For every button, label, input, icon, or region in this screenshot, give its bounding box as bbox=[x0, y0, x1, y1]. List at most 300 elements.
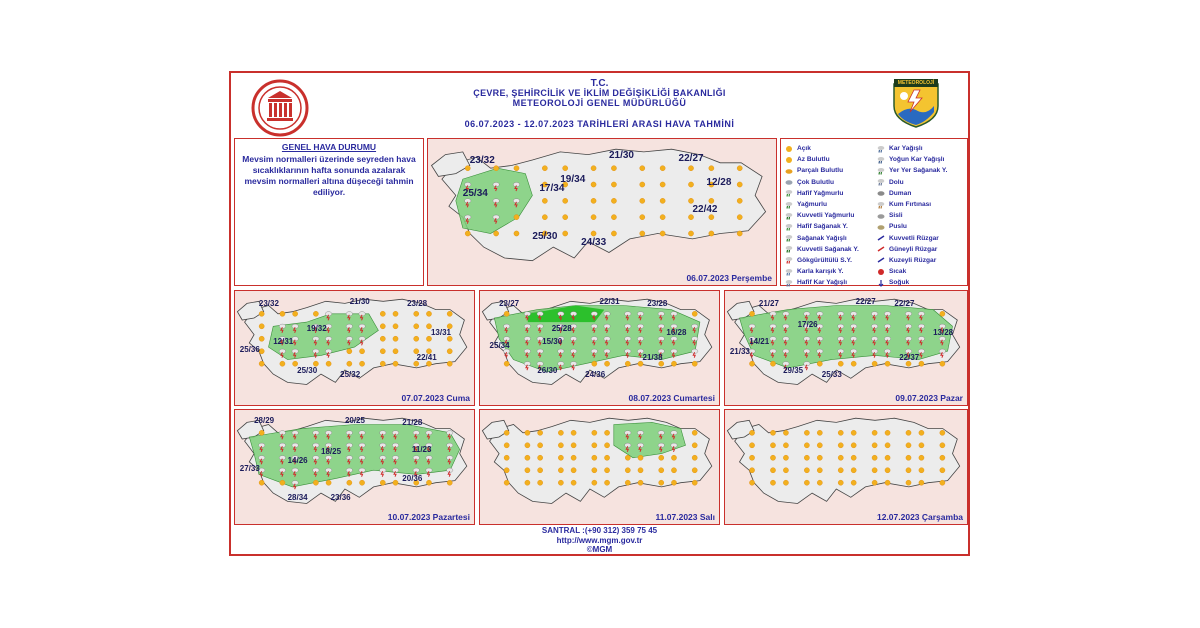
sun-icon bbox=[604, 455, 609, 460]
sun-icon bbox=[380, 361, 385, 366]
legend-item bbox=[877, 210, 969, 221]
legend-label: Soğuk bbox=[889, 279, 910, 287]
temperature-label: 23/27 bbox=[499, 299, 520, 309]
legend-item bbox=[785, 221, 877, 232]
sun-icon bbox=[692, 311, 697, 316]
temperature-label: 22/27 bbox=[855, 297, 876, 307]
sun-icon bbox=[525, 468, 530, 473]
turkey-map bbox=[235, 410, 474, 524]
sun-icon bbox=[414, 324, 419, 329]
sun-icon bbox=[940, 361, 945, 366]
sun-icon bbox=[940, 430, 945, 435]
sun-icon bbox=[838, 443, 843, 448]
legend-item bbox=[877, 143, 969, 154]
sun-icon bbox=[783, 455, 788, 460]
sun-icon bbox=[465, 166, 470, 171]
sun-icon bbox=[359, 480, 364, 485]
day-label: 10.07.2023 Pazartesi bbox=[387, 512, 470, 522]
sun-icon bbox=[259, 336, 264, 341]
sun-icon bbox=[919, 361, 924, 366]
day-label: 11.07.2023 Salı bbox=[655, 512, 715, 522]
temperature-label: 22/27 bbox=[894, 299, 915, 309]
sun-icon bbox=[625, 480, 630, 485]
sun-icon bbox=[940, 480, 945, 485]
sun-icon bbox=[785, 145, 793, 153]
legend-label: Parçalı Bulutlu bbox=[797, 167, 844, 175]
day-label: 09.07.2023 Pazar bbox=[895, 393, 963, 403]
temperature-label: 20/25 bbox=[344, 416, 365, 426]
temperature-label: 23/28 bbox=[647, 299, 668, 309]
sun-icon bbox=[770, 455, 775, 460]
header bbox=[231, 73, 968, 137]
sun-icon bbox=[604, 430, 609, 435]
sun-icon bbox=[494, 231, 499, 236]
sun-icon bbox=[906, 455, 911, 460]
temperature-label: 24/33 bbox=[581, 236, 607, 248]
sun-icon bbox=[604, 468, 609, 473]
sun-icon bbox=[313, 480, 318, 485]
sun-icon bbox=[817, 468, 822, 473]
legend-item bbox=[877, 154, 969, 165]
light-rain-icon bbox=[785, 189, 793, 197]
sun-icon bbox=[571, 430, 576, 435]
fog-icon bbox=[877, 212, 885, 220]
sun-icon bbox=[919, 468, 924, 473]
sun-icon bbox=[749, 455, 754, 460]
sun-icon bbox=[447, 349, 452, 354]
sun-icon bbox=[592, 430, 597, 435]
sun-icon bbox=[326, 480, 331, 485]
sun-icon bbox=[592, 468, 597, 473]
sun-icon bbox=[906, 480, 911, 485]
temperature-label: 15/30 bbox=[542, 336, 563, 346]
sun-icon bbox=[538, 480, 543, 485]
legend-item bbox=[877, 233, 969, 244]
sun-icon bbox=[692, 361, 697, 366]
sun-icon bbox=[592, 443, 597, 448]
sun-icon bbox=[851, 480, 856, 485]
thunder-icon bbox=[785, 256, 793, 264]
summary-body: Mevsim normalleri üzerinde seyreden hava sıcaklıklarının hafta sonunda azalarak mevsim normalleri altına düşeceği tahmin ediliyor. bbox=[242, 154, 416, 197]
sun-icon bbox=[783, 468, 788, 473]
sun-icon bbox=[817, 455, 822, 460]
temperature-label: 25/33 bbox=[821, 370, 842, 380]
sun-icon bbox=[940, 468, 945, 473]
legend-label: Duman bbox=[889, 189, 912, 197]
legend-item bbox=[877, 188, 969, 199]
sun-icon bbox=[737, 231, 742, 236]
sun-icon bbox=[660, 231, 665, 236]
sun-icon bbox=[313, 311, 318, 316]
legend-label: Hafif Sağanak Y. bbox=[797, 223, 848, 231]
sun-icon bbox=[885, 480, 890, 485]
sun-icon bbox=[671, 480, 676, 485]
sun-icon bbox=[783, 443, 788, 448]
sun-icon bbox=[625, 455, 630, 460]
sun-icon bbox=[851, 430, 856, 435]
temperature-label: 25/34 bbox=[462, 187, 488, 199]
sun-icon bbox=[804, 480, 809, 485]
legend-label: Az Bulutlu bbox=[797, 156, 830, 164]
legend-item bbox=[785, 188, 877, 199]
south-wind-icon bbox=[877, 245, 885, 253]
day-label: 07.07.2023 Cuma bbox=[401, 393, 470, 403]
sun-icon bbox=[293, 311, 298, 316]
temperature-label: 21/33 bbox=[729, 347, 750, 357]
sun-icon bbox=[783, 480, 788, 485]
sun-icon bbox=[804, 468, 809, 473]
sun-icon bbox=[817, 480, 822, 485]
sun-icon bbox=[280, 480, 285, 485]
sun-icon bbox=[638, 468, 643, 473]
temperature-label: 12/31 bbox=[273, 336, 294, 346]
sun-icon bbox=[611, 231, 616, 236]
sun-icon bbox=[604, 480, 609, 485]
legend-label: Güneyli Rüzgar bbox=[889, 245, 938, 253]
legend-label: Hafif Yağmurlu bbox=[797, 189, 844, 197]
sun-icon bbox=[749, 311, 754, 316]
sun-icon bbox=[660, 215, 665, 220]
sun-icon bbox=[591, 231, 596, 236]
temperature-label: 22/42 bbox=[692, 204, 718, 216]
sun-icon bbox=[872, 480, 877, 485]
legend-item bbox=[785, 165, 877, 176]
sun-icon bbox=[749, 430, 754, 435]
map-day-7 bbox=[724, 409, 968, 525]
legend-label: Açık bbox=[797, 145, 811, 153]
sun-icon bbox=[571, 480, 576, 485]
sun-icon bbox=[625, 468, 630, 473]
temperature-label: 22/31 bbox=[599, 297, 620, 307]
sun-icon bbox=[817, 361, 822, 366]
light-shower-icon bbox=[785, 223, 793, 231]
temperature-label: 27/33 bbox=[239, 464, 260, 474]
legend-label: Sıcak bbox=[889, 268, 907, 276]
footer-url[interactable]: http://www.mgm.gov.tr bbox=[556, 535, 643, 545]
temperature-label: 25/34 bbox=[489, 340, 510, 350]
cold-icon bbox=[877, 279, 885, 287]
temperature-label: 22/27 bbox=[678, 152, 704, 164]
temperature-label: 24/36 bbox=[585, 370, 606, 380]
sun-icon bbox=[393, 324, 398, 329]
sun-icon bbox=[872, 361, 877, 366]
hail-icon bbox=[877, 178, 885, 186]
sun-icon bbox=[885, 430, 890, 435]
sun-icon bbox=[851, 468, 856, 473]
sun-icon bbox=[749, 361, 754, 366]
sun-icon bbox=[447, 361, 452, 366]
sun-icon bbox=[872, 430, 877, 435]
sun-icon bbox=[347, 349, 352, 354]
legend-label: Karla karışık Y. bbox=[797, 268, 844, 276]
temperature-label: 21/30 bbox=[349, 297, 370, 307]
north-wind-icon bbox=[877, 256, 885, 264]
sun-icon bbox=[514, 166, 519, 171]
legend-item bbox=[877, 277, 969, 288]
sun-icon bbox=[737, 182, 742, 187]
sun-icon bbox=[447, 311, 452, 316]
sun-icon bbox=[737, 215, 742, 220]
legend-item bbox=[785, 177, 877, 188]
temperature-label: 11/23 bbox=[411, 445, 432, 455]
sun-icon bbox=[885, 468, 890, 473]
haze-icon bbox=[877, 223, 885, 231]
temperature-label: 14/26 bbox=[287, 455, 308, 465]
temperature-label: 12/28 bbox=[706, 177, 732, 189]
summary-panel bbox=[234, 138, 424, 286]
temperature-label: 25/30 bbox=[532, 231, 558, 243]
sun-icon bbox=[638, 455, 643, 460]
sun-icon bbox=[804, 443, 809, 448]
sun-icon bbox=[380, 324, 385, 329]
turkey-map bbox=[480, 410, 719, 524]
legend-item bbox=[785, 233, 877, 244]
legend-item bbox=[785, 255, 877, 266]
legend-item bbox=[785, 210, 877, 221]
legend-left-column bbox=[785, 143, 877, 288]
rain-icon bbox=[785, 201, 793, 209]
sun-icon bbox=[393, 480, 398, 485]
sun-icon bbox=[770, 468, 775, 473]
sun-icon bbox=[592, 361, 597, 366]
footer-copyright: ©MGM bbox=[586, 545, 613, 554]
sandstorm-icon bbox=[877, 201, 885, 209]
map-day-6 bbox=[479, 409, 720, 525]
temperature-label: 23/32 bbox=[469, 155, 495, 167]
sun-icon bbox=[347, 361, 352, 366]
sun-icon bbox=[591, 166, 596, 171]
sun-icon bbox=[851, 455, 856, 460]
sun-icon bbox=[504, 443, 509, 448]
sun-icon bbox=[659, 468, 664, 473]
sun-icon bbox=[692, 480, 697, 485]
sun-icon bbox=[563, 166, 568, 171]
legend-item bbox=[785, 277, 877, 288]
sun-icon bbox=[906, 468, 911, 473]
sun-icon bbox=[783, 430, 788, 435]
sun-icon bbox=[591, 198, 596, 203]
sun-icon bbox=[640, 231, 645, 236]
sun-icon bbox=[885, 361, 890, 366]
sun-icon bbox=[280, 311, 285, 316]
day-label: 08.07.2023 Cumartesi bbox=[628, 393, 715, 403]
sun-icon bbox=[688, 182, 693, 187]
sun-icon bbox=[558, 468, 563, 473]
sun-icon bbox=[591, 215, 596, 220]
sun-icon bbox=[359, 361, 364, 366]
sun-icon bbox=[906, 443, 911, 448]
sun-icon bbox=[571, 468, 576, 473]
temperature-label: 21/27 bbox=[758, 299, 779, 309]
legend-label: Çok Bulutlu bbox=[797, 178, 834, 186]
partly-cloudy-icon bbox=[785, 167, 793, 175]
sun-icon bbox=[940, 455, 945, 460]
ministry-title: ÇEVRE, ŞEHİRCİLİK VE İKLİM DEĞİŞİKLİĞİ BAKANLIĞI bbox=[473, 88, 726, 98]
sun-icon bbox=[393, 311, 398, 316]
sun-icon bbox=[640, 215, 645, 220]
sun-icon bbox=[872, 455, 877, 460]
temperature-label: 23/28 bbox=[407, 299, 428, 309]
sun-icon bbox=[542, 198, 547, 203]
temperature-label: 13/28 bbox=[933, 328, 954, 338]
footer bbox=[231, 526, 968, 555]
sun-cloud-icon bbox=[785, 156, 793, 164]
sun-icon bbox=[604, 361, 609, 366]
logo-text: METEOROLOJİ bbox=[897, 80, 935, 86]
legend-item bbox=[877, 255, 969, 266]
sun-icon bbox=[804, 430, 809, 435]
sun-icon bbox=[380, 349, 385, 354]
legend-label: Sisli bbox=[889, 212, 903, 220]
sun-icon bbox=[259, 430, 264, 435]
sun-icon bbox=[563, 215, 568, 220]
legend-item bbox=[877, 165, 969, 176]
sun-icon bbox=[660, 182, 665, 187]
agency-title: METEOROLOJİ GENEL MÜDÜRLÜĞÜ bbox=[512, 98, 687, 108]
temperature-label: 20/36 bbox=[402, 474, 423, 484]
temperature-label: 23/32 bbox=[258, 299, 279, 309]
day-label: 06.07.2023 Perşembe bbox=[686, 273, 772, 283]
legend-label: Kuzeyli Rüzgar bbox=[889, 256, 937, 264]
country-title: T.C. bbox=[590, 78, 609, 89]
sun-icon bbox=[538, 455, 543, 460]
temperature-label: 23/36 bbox=[330, 493, 351, 503]
legend-label: Gökgürültülü S.Y. bbox=[797, 256, 852, 264]
sun-icon bbox=[919, 430, 924, 435]
temperature-label: 21/30 bbox=[608, 149, 634, 161]
sun-icon bbox=[414, 336, 419, 341]
temperature-label: 25/28 bbox=[551, 324, 572, 334]
legend-panel bbox=[780, 138, 968, 286]
sun-icon bbox=[737, 166, 742, 171]
forecast-sheet bbox=[229, 71, 970, 556]
legend-item bbox=[785, 266, 877, 277]
sun-icon bbox=[688, 166, 693, 171]
map-day-2 bbox=[234, 290, 475, 406]
sun-icon bbox=[504, 311, 509, 316]
legend-label: Dolu bbox=[889, 178, 904, 186]
sun-icon bbox=[659, 480, 664, 485]
temperature-label: 25/36 bbox=[239, 345, 260, 355]
sun-icon bbox=[563, 198, 568, 203]
sun-icon bbox=[659, 455, 664, 460]
sun-icon bbox=[514, 231, 519, 236]
temperature-label: 19/32 bbox=[306, 324, 327, 334]
sun-icon bbox=[326, 361, 331, 366]
sun-icon bbox=[280, 361, 285, 366]
sun-icon bbox=[259, 480, 264, 485]
sun-icon bbox=[558, 443, 563, 448]
legend-label: Yer Yer Sağanak Y. bbox=[889, 167, 948, 175]
legend-item bbox=[785, 244, 877, 255]
sun-icon bbox=[426, 311, 431, 316]
legend-item bbox=[877, 266, 969, 277]
sun-icon bbox=[640, 182, 645, 187]
meteoroloji-logo-icon bbox=[892, 76, 940, 128]
sun-icon bbox=[538, 468, 543, 473]
sun-icon bbox=[558, 430, 563, 435]
sun-icon bbox=[804, 455, 809, 460]
sun-icon bbox=[604, 443, 609, 448]
snow-icon bbox=[877, 145, 885, 153]
sun-icon bbox=[885, 455, 890, 460]
sun-icon bbox=[671, 361, 676, 366]
legend-item bbox=[785, 199, 877, 210]
legend-item bbox=[877, 199, 969, 210]
sun-icon bbox=[426, 480, 431, 485]
legend-label: Yağmurlu bbox=[797, 201, 828, 209]
legend-item bbox=[785, 154, 877, 165]
sun-icon bbox=[838, 455, 843, 460]
sun-icon bbox=[414, 311, 419, 316]
sun-icon bbox=[347, 480, 352, 485]
sun-icon bbox=[737, 198, 742, 203]
sun-icon bbox=[359, 349, 364, 354]
legend-label: Kuvvetli Yağmurlu bbox=[797, 212, 855, 220]
sun-icon bbox=[638, 480, 643, 485]
sun-icon bbox=[538, 430, 543, 435]
temperature-label: 16/28 bbox=[666, 328, 687, 338]
smoke-icon bbox=[877, 189, 885, 197]
sun-icon bbox=[770, 361, 775, 366]
legend-label: Kuvvetli Rüzgar bbox=[889, 234, 939, 242]
temperature-label: 25/30 bbox=[297, 365, 318, 375]
sun-icon bbox=[447, 480, 452, 485]
sun-icon bbox=[692, 455, 697, 460]
sun-icon bbox=[571, 455, 576, 460]
sun-icon bbox=[571, 443, 576, 448]
day-label: 12.07.2023 Çarşamba bbox=[876, 512, 963, 522]
temperature-label: 17/26 bbox=[797, 320, 818, 330]
sun-icon bbox=[770, 480, 775, 485]
map-day-4 bbox=[724, 290, 968, 406]
sun-icon bbox=[692, 430, 697, 435]
legend-item bbox=[877, 177, 969, 188]
sun-icon bbox=[525, 455, 530, 460]
light-snow-icon bbox=[785, 279, 793, 287]
sun-icon bbox=[872, 443, 877, 448]
sun-icon bbox=[558, 480, 563, 485]
sun-icon bbox=[906, 430, 911, 435]
sun-icon bbox=[692, 443, 697, 448]
legend-item bbox=[785, 143, 877, 154]
legend-label: Sağanak Yağışlı bbox=[797, 234, 847, 242]
sun-icon bbox=[640, 166, 645, 171]
sun-icon bbox=[770, 443, 775, 448]
sun-icon bbox=[538, 443, 543, 448]
sun-icon bbox=[749, 480, 754, 485]
sun-icon bbox=[592, 455, 597, 460]
temperature-label: 13/31 bbox=[430, 328, 451, 338]
sun-icon bbox=[851, 443, 856, 448]
sun-icon bbox=[504, 361, 509, 366]
sun-icon bbox=[504, 480, 509, 485]
sun-icon bbox=[940, 443, 945, 448]
sun-icon bbox=[563, 231, 568, 236]
sun-icon bbox=[709, 198, 714, 203]
legend-right-column bbox=[877, 143, 969, 288]
sun-icon bbox=[592, 480, 597, 485]
scattered-shower-icon bbox=[877, 167, 885, 175]
sleet-icon bbox=[785, 268, 793, 276]
sun-icon bbox=[494, 166, 499, 171]
sun-icon bbox=[611, 198, 616, 203]
temperature-label: 26/30 bbox=[537, 365, 558, 375]
sun-icon bbox=[885, 443, 890, 448]
heavy-snow-icon bbox=[877, 156, 885, 164]
turkey-map bbox=[725, 410, 967, 524]
map-day-5 bbox=[234, 409, 475, 525]
